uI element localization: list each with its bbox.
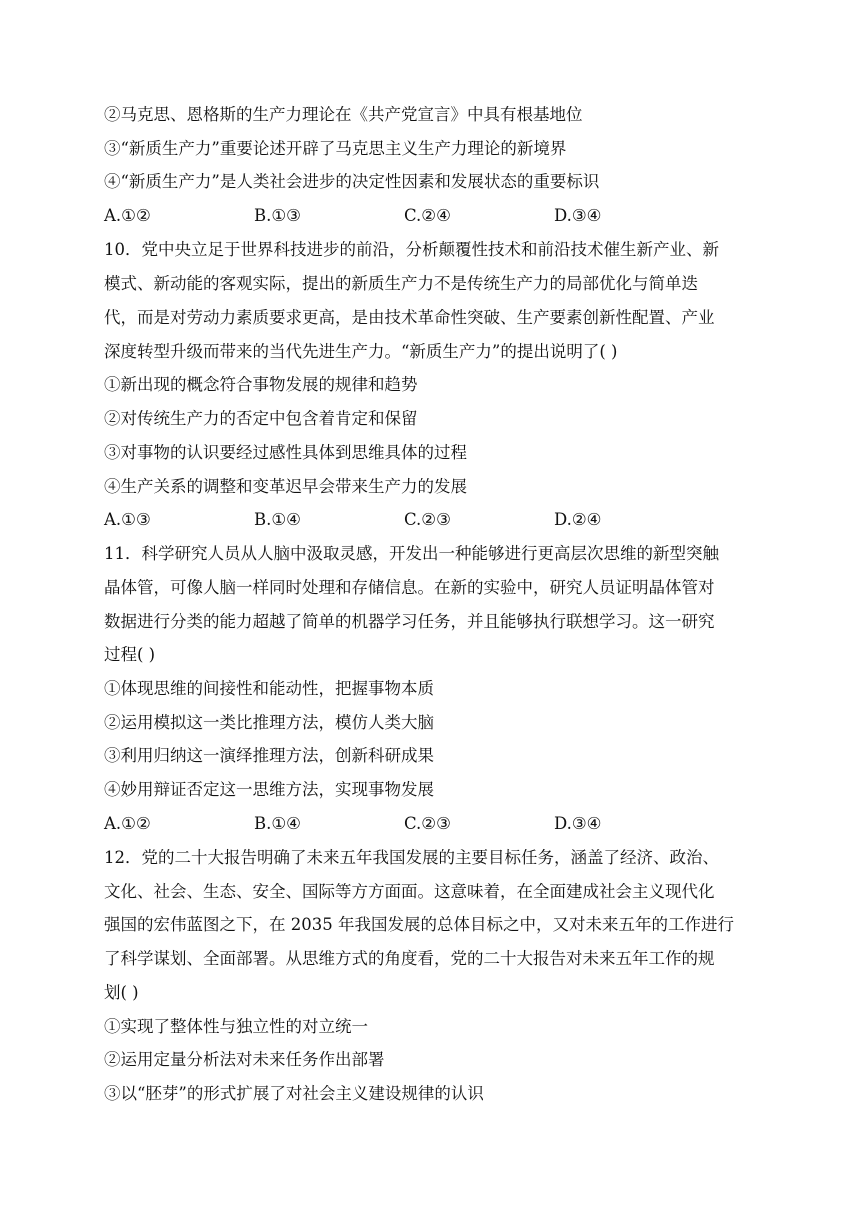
q10-item-3: ③对事物的认识要经过感性具体到思维具体的过程: [104, 443, 467, 462]
q10-options: [104, 510, 764, 530]
q11-item-2: ②运用模拟这一类比推理方法，模仿人类大脑: [104, 713, 434, 732]
q9-option-d: D.③④: [554, 206, 602, 225]
q9-item-4: ④“新质生产力”是人类社会进步的决定性因素和发展状态的重要标识: [104, 172, 600, 191]
q9-option-c: C.②④: [404, 206, 451, 225]
q11-item-1: ①体现思维的间接性和能动性，把握事物本质: [104, 679, 434, 698]
q10-option-c: C.②③: [404, 510, 451, 529]
q10-stem-line-4: 深度转型升级而带来的当代先进生产力。“新质生产力”的提出说明了( ): [104, 342, 618, 361]
q12-stem-line-2: 文化、社会、生态、安全、国际等方方面面。这意味着，在全面建成社会主义现代化: [104, 882, 715, 901]
q10-option-a: A.①③: [104, 510, 151, 529]
q11-option-c: C.②③: [404, 814, 451, 833]
q11-option-d: D.③④: [554, 814, 602, 833]
q12-item-3: ③以“胚芽”的形式扩展了对社会主义建设规律的认识: [104, 1084, 484, 1103]
q10-item-2: ②对传统生产力的否定中包含着肯定和保留: [104, 409, 418, 428]
q12-item-2: ②运用定量分析法对未来任务作出部署: [104, 1050, 385, 1069]
q9-item-2: ②马克思、恩格斯的生产力理论在《共产党宣言》中具有根基地位: [104, 105, 583, 124]
q9-option-b: B.①③: [254, 206, 301, 225]
q12-stem-line-3: 强国的宏伟蓝图之下，在 2035 年我国发展的总体目标之中，又对未来五年的工作进行: [104, 915, 734, 934]
q11-item-3: ③利用归纳这一演绎推理方法，创新科研成果: [104, 746, 434, 765]
q10-stem-line-3: 代，而是对劳动力素质要求更高，是由技术革命性突破、生产要素创新性配置、产业: [104, 308, 715, 327]
q10-option-b: B.①④: [254, 510, 301, 529]
q11-stem-line-3: 数据进行分类的能力超越了简单的机器学习任务，并且能够执行联想学习。这一研究: [104, 612, 715, 631]
q10-item-4: ④生产关系的调整和变革迟早会带来生产力的发展: [104, 477, 467, 496]
q12-item-1: ①实现了整体性与独立性的对立统一: [104, 1017, 368, 1036]
q9-options: [104, 206, 764, 226]
q11-option-b: B.①④: [254, 814, 301, 833]
q12-stem-line-5: 划( ): [104, 983, 139, 1002]
q11-stem-line-2: 晶体管，可像人脑一样同时处理和存储信息。在新的实验中，研究人员证明晶体管对: [104, 578, 715, 597]
q12-stem-line-1: 12．党的二十大报告明确了未来五年我国发展的主要目标任务，涵盖了经济、政治、: [104, 848, 719, 867]
q11-stem-line-1: 11．科学研究人员从人脑中汲取灵感，开发出一种能够进行更高层次思维的新型突触: [104, 544, 719, 563]
q11-option-a: A.①②: [104, 814, 151, 833]
q10-stem-line-2: 模式、新动能的客观实际，提出的新质生产力不是传统生产力的局部优化与简单迭: [104, 274, 698, 293]
q11-options: [104, 814, 764, 834]
q11-item-4: ④妙用辩证否定这一思维方法，实现事物发展: [104, 780, 434, 799]
q9-option-a: A.①②: [104, 206, 151, 225]
q9-item-3: ③“新质生产力”重要论述开辟了马克思主义生产力理论的新境界: [104, 139, 567, 158]
q12-stem-line-4: 了科学谋划、全面部署。从思维方式的角度看，党的二十大报告对未来五年工作的规: [104, 949, 715, 968]
q10-stem-line-1: 10．党中央立足于世界科技进步的前沿，分析颠覆性技术和前沿技术催生新产业、新: [104, 240, 719, 259]
q11-stem-line-4: 过程( ): [104, 645, 156, 664]
q10-option-d: D.②④: [554, 510, 602, 529]
q10-item-1: ①新出现的概念符合事物发展的规律和趋势: [104, 375, 418, 394]
